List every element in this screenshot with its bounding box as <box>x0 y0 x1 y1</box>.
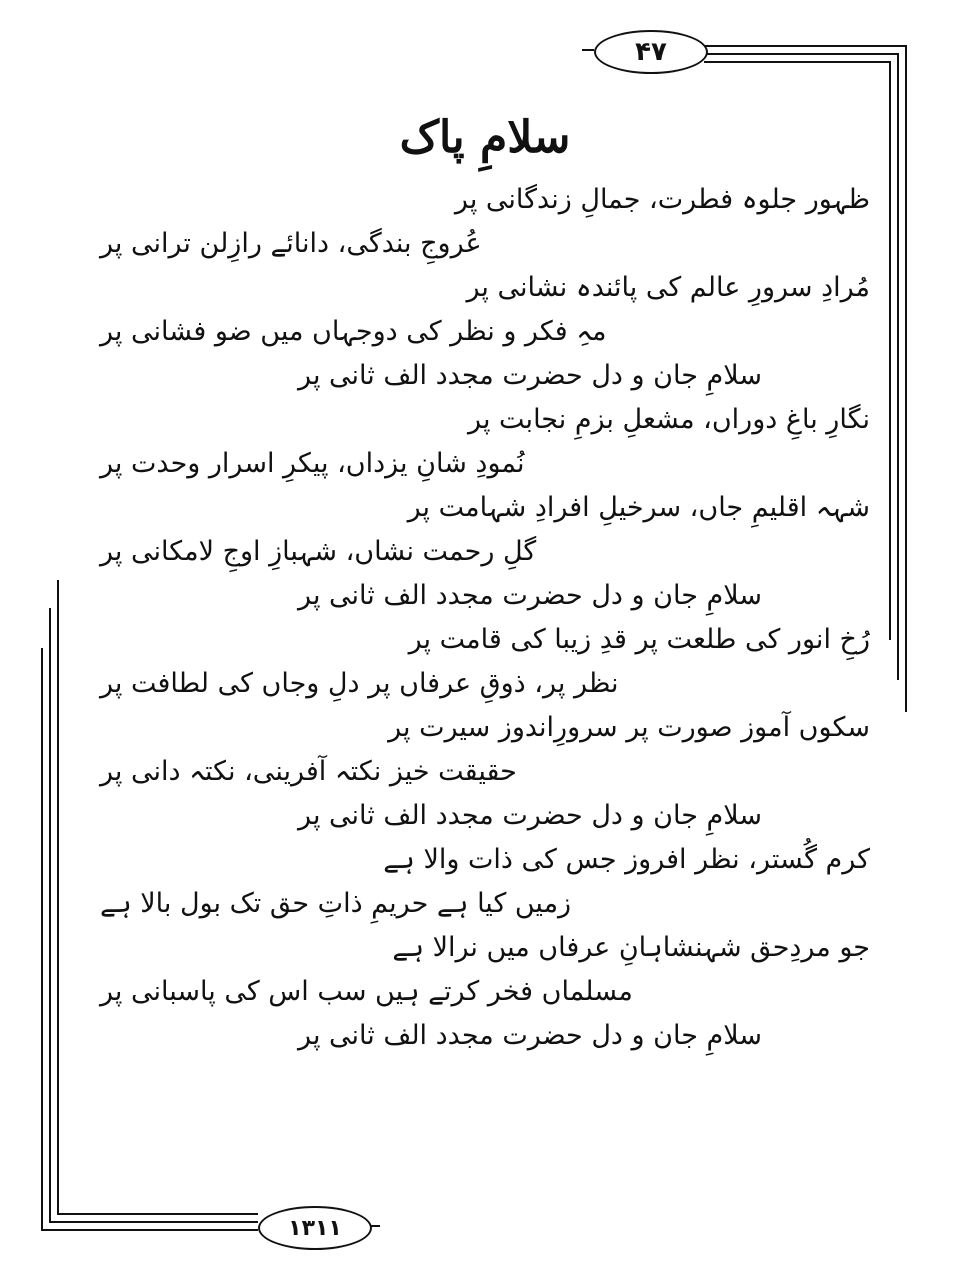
page-number-top: ۴۷ <box>594 30 708 74</box>
poem-line: جو مردِحق شہنشاہانِ عرفاں میں نرالا ہے <box>392 932 870 963</box>
poem-refrain-line: سلامِ جان و دل حضرت مجدد الف ثانی پر <box>298 580 762 611</box>
poem-refrain-line: سلامِ جان و دل حضرت مجدد الف ثانی پر <box>298 800 762 831</box>
poem-refrain-line: سلامِ جان و دل حضرت مجدد الف ثانی پر <box>298 1020 762 1051</box>
poem-line: نگارِ باغِ دوراں، مشعلِ بزمِ نجابت پر <box>468 404 870 435</box>
poem-line: عُروجِ بندگی، دانائے رازِلن ترانی پر <box>100 228 482 259</box>
poem-line: مُرادِ سرورِ عالم کی پائندہ نشانی پر <box>466 272 870 303</box>
poem-line: حقیقت خیز نکتہ آفرینی، نکتہ دانی پر <box>100 756 517 787</box>
page-number-bottom: ۱۳۱۱ <box>258 1206 372 1250</box>
poem-line: شہہ اقلیمِ جاں، سرخیلِ افرادِ شہامت پر <box>407 492 870 523</box>
poem-line: نُمودِ شانِ یزداں، پیکرِ اسرار وحدت پر <box>100 448 525 479</box>
poem-line: مسلماں فخر کرتے ہیں سب اس کی پاسبانی پر <box>100 976 633 1007</box>
poem-title: سلامِ پاک <box>399 112 571 163</box>
poem-line: زمیں کیا ہے حریمِ ذاتِ حق تک بول بالا ہے <box>100 888 572 919</box>
poem-line: سکوں آموز صورت پر سرورِاندوز سیرت پر <box>388 712 870 743</box>
poem-line: نظر پر، ذوقِ عرفاں پر دلِ وجاں کی لطافت پر <box>100 668 619 699</box>
poem-line: ظہور جلوہ فطرت، جمالِ زندگانی پر <box>454 184 870 215</box>
poem-line: رُخِ انور کی طلعت پر قدِ زیبا کی قامت پر <box>408 624 870 655</box>
poem-body <box>100 178 870 1058</box>
poem-line: مہِ فکر و نظر کی دوجہاں میں ضو فشانی پر <box>100 316 607 347</box>
poem-line: گلِ رحمت نشاں، شہبازِ اوجِ لامکانی پر <box>100 536 537 567</box>
poem-line: کرم گُستر، نظر افروز جس کی ذات والا ہے <box>383 844 870 875</box>
poem-refrain-line: سلامِ جان و دل حضرت مجدد الف ثانی پر <box>298 360 762 391</box>
